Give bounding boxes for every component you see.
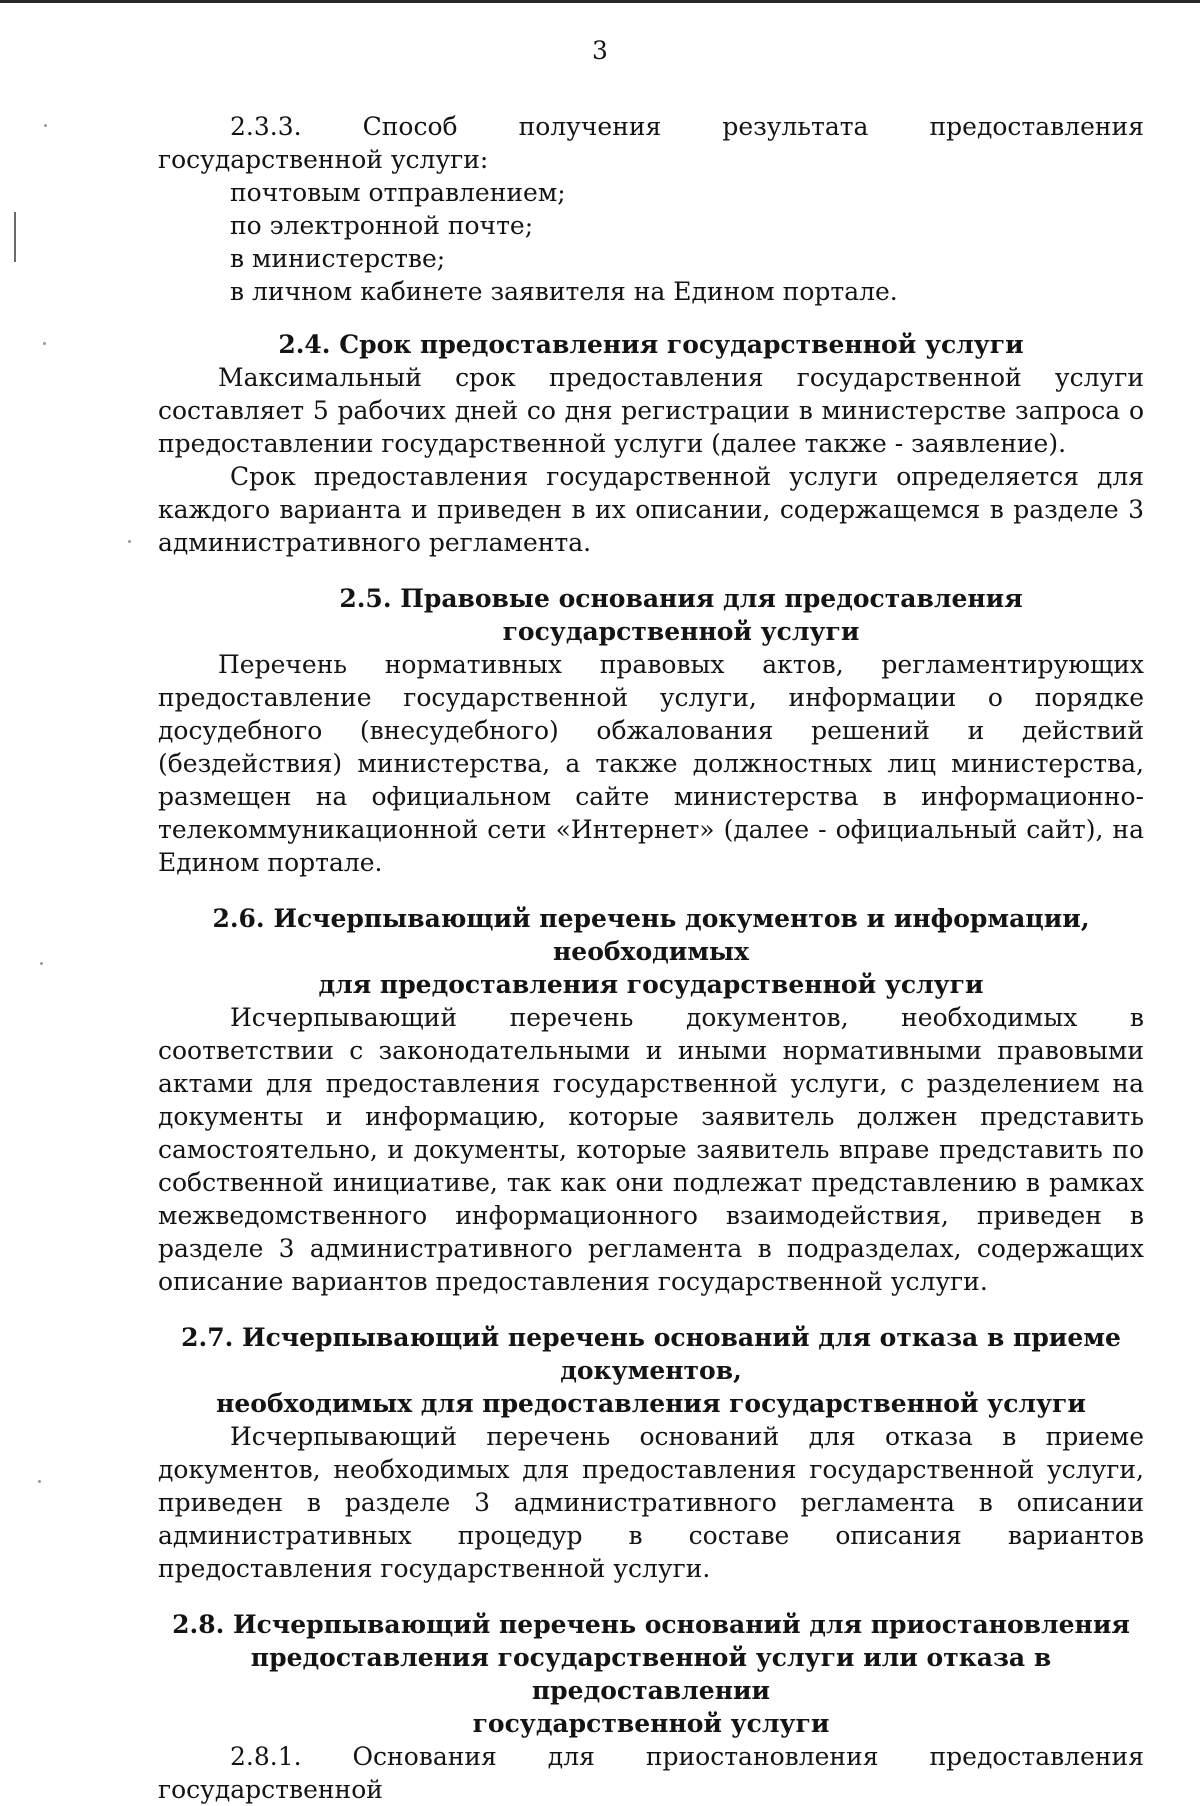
section-2-4-heading: 2.4. Срок предоставления государственной услуги xyxy=(278,330,1024,359)
section-2-5-paragraph: Перечень нормативных правовых актов, регламентирующих предоставление государственной услуги, информации о порядке досудебного (внесудебного) обжалования решений и действий (бездействия) министерства, а также должностных лиц министерства, размещен на официальном сайте министерства в информационно-телекоммуникационной сети «Интернет» (далее - официальный сайт), на Едином портале. xyxy=(158,650,1144,877)
section-2-6-heading-line-2: для предоставления государственной услуги xyxy=(318,970,984,999)
list-item: по электронной почте; xyxy=(230,211,534,240)
section-2-8-heading-line-2: предоставления государственной услуги или отказа в предоставлении xyxy=(250,1643,1052,1705)
scan-speck xyxy=(128,540,131,543)
document-body xyxy=(158,110,1144,1806)
section-2-8-heading-line-1: 2.8. Исчерпывающий перечень оснований для приостановления xyxy=(172,1610,1130,1639)
list-item: почтовым отправлением; xyxy=(230,178,566,207)
section-2-6-heading-line-1: 2.6. Исчерпывающий перечень документов и информации, необходимых xyxy=(212,904,1090,966)
scan-speck xyxy=(44,124,47,127)
section-2-7-paragraph: Исчерпывающий перечень оснований для отказа в приеме документов, необходимых для предоставления государственной услуги, приведен в разделе 3 административного регламента в описании административных процедур в составе описания вариантов предоставления государственной услуги. xyxy=(158,1422,1144,1583)
scan-speck xyxy=(43,342,46,345)
top-border xyxy=(0,0,1200,3)
section-2-5-heading: 2.5. Правовые основания для предоставления государственной услуги xyxy=(339,584,1023,646)
section-2-8-1-paragraph: 2.8.1. Основания для приостановления предоставления государственной xyxy=(158,1742,1144,1804)
list-item: в личном кабинете заявителя на Едином портале. xyxy=(230,277,898,306)
section-2-4-paragraph-1: Максимальный срок предоставления государственной услуги составляет 5 рабочих дней со дня регистрации в министерстве запроса о предоставлении государственной услуги (далее также - заявление). xyxy=(158,363,1144,458)
section-2-8-heading-line-3: государственной услуги xyxy=(472,1709,830,1738)
section-2-7-heading-line-2: необходимых для предоставления государственной услуги xyxy=(216,1389,1086,1418)
section-2-6-paragraph: Исчерпывающий перечень документов, необходимых в соответствии с законодательными и иными нормативными правовыми актами для предоставления государственной услуги, с разделением на документы и информацию, которые заявитель должен представить самостоятельно, и документы, которые заявитель вправе представить по собственной инициативе, так как они подлежат представлению в рамках межведомственного информационного взаимодействия, приведен в разделе 3 административного регламента в подразделах, содержащих описание вариантов предоставления государственной услуги. xyxy=(158,1003,1144,1296)
section-2-3-3-paragraph: 2.3.3. Способ получения результата предоставления государственной услуги: xyxy=(158,112,1144,174)
section-2-4-paragraph-2: Срок предоставления государственной услуги определяется для каждого варианта и приведен в их описании, содержащемся в разделе 3 административного регламента. xyxy=(158,462,1144,557)
page-number: 3 xyxy=(592,36,608,65)
section-2-7-heading-line-1: 2.7. Исчерпывающий перечень оснований для отказа в приеме документов, xyxy=(181,1323,1121,1385)
scan-speck xyxy=(40,962,43,965)
list-item: в министерстве; xyxy=(230,244,446,273)
scan-speck xyxy=(38,1480,41,1483)
scan-edge-mark xyxy=(14,212,16,262)
